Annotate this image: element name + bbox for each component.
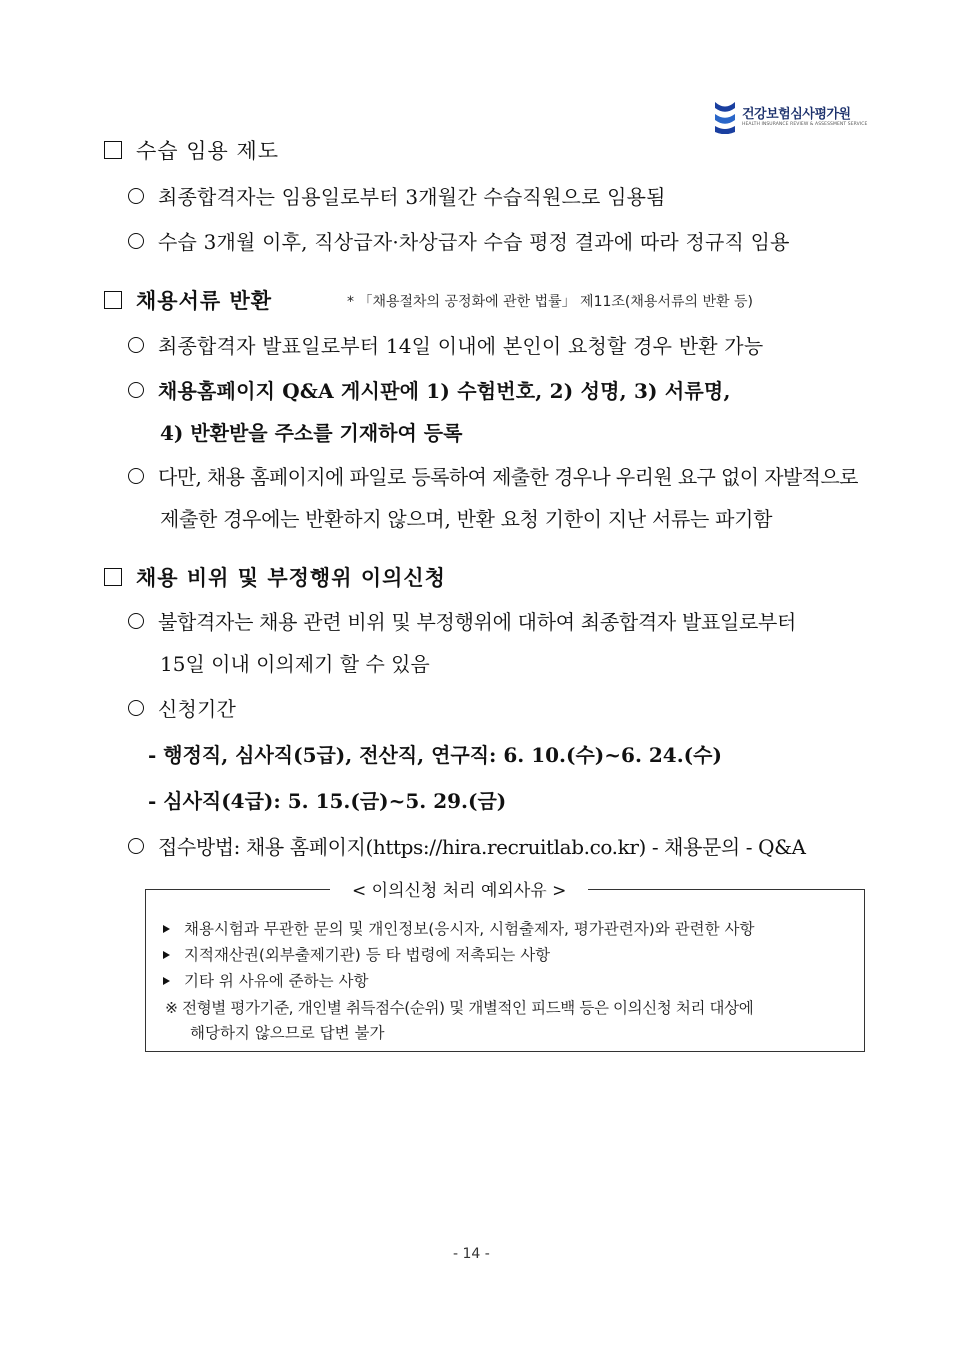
list-item-continuation: 4) 반환받을 주소를 기재하여 등록: [160, 421, 463, 445]
exception-note: ※ 전형별 평가기준, 개인별 취득점수(순위) 및 개별적인 피드백 등은 이의신청 처리 대상에: [165, 999, 754, 1017]
exception-note-continuation: 해당하지 않으므로 답변 불가: [190, 1024, 385, 1042]
square-bullet-icon: [104, 141, 122, 159]
circle-bullet-icon: [128, 337, 144, 353]
circle-bullet-icon: [128, 838, 144, 854]
circle-bullet-icon: [128, 382, 144, 398]
list-item: 수습 3개월 이후, 직상급자·차상급자 수습 평정 결과에 따라 정규직 임용: [128, 226, 790, 255]
exception-item: 지적재산권(외부출제기관) 등 타 법령에 저촉되는 사항: [163, 943, 550, 965]
logo-korean-name: 건강보험심사평가원: [742, 106, 851, 122]
circle-bullet-icon: [128, 700, 144, 716]
list-item-continuation: 15일 이내 이의제기 할 수 있음: [160, 652, 430, 676]
square-bullet-icon: [104, 291, 122, 309]
section-document-return-title: 채용서류 반환: [104, 285, 272, 315]
triangle-bullet-icon: [163, 925, 170, 933]
page-number: - 14 -: [453, 1246, 490, 1262]
list-item: 최종합격자 발표일로부터 14일 이내에 본인이 요청할 경우 반환 가능: [128, 330, 763, 359]
application-period-admin: - 행정직, 심사직(5급), 전산직, 연구직: 6. 10.(수)~6. 24.(수): [148, 743, 722, 767]
triangle-bullet-icon: [163, 951, 170, 959]
exception-box-title: < 이의신청 처리 예외사유 >: [330, 876, 588, 901]
list-item-continuation: 제출한 경우에는 반환하지 않으며, 반환 요청 기한이 지난 서류는 파기함: [160, 507, 773, 531]
hira-logo-icon: [712, 100, 738, 134]
list-item: 신청기간: [128, 693, 236, 722]
section-objection-title: 채용 비위 및 부정행위 이의신청: [104, 562, 446, 592]
triangle-bullet-icon: [163, 977, 170, 985]
circle-bullet-icon: [128, 188, 144, 204]
reference-mark-icon: ※: [165, 999, 178, 1017]
legal-reference-note: * 「채용절차의 공정화에 관한 법률」 제11조(채용서류의 반환 등): [347, 294, 753, 310]
list-item: 채용홈페이지 Q&A 게시판에 1) 수험번호, 2) 성명, 3) 서류명,: [128, 375, 731, 404]
logo-english-name: HEALTH INSURANCE REVIEW & ASSESSMENT SERVICE: [742, 121, 868, 127]
square-bullet-icon: [104, 568, 122, 586]
exception-item: 기타 위 사유에 준하는 사항: [163, 969, 368, 991]
section-probation-title: 수습 임용 제도: [104, 135, 279, 165]
exception-item: 채용시험과 무관한 문의 및 개인정보(응시자, 시험출제자, 평가관련자)와 관련한 사항: [163, 917, 754, 939]
list-item: 불합격자는 채용 관련 비위 및 부정행위에 대하여 최종합격자 발표일로부터: [128, 606, 796, 635]
list-item: 다만, 채용 홈페이지에 파일로 등록하여 제출한 경우나 우리원 요구 없이 자발적으로: [128, 461, 858, 490]
list-item: 접수방법: 채용 홈페이지(https://hira.recruitlab.co.kr) - 채용문의 - Q&A: [128, 831, 806, 860]
hira-logo: [712, 100, 867, 134]
circle-bullet-icon: [128, 468, 144, 484]
circle-bullet-icon: [128, 233, 144, 249]
application-period-review: - 심사직(4급): 5. 15.(금)~5. 29.(금): [148, 789, 507, 813]
circle-bullet-icon: [128, 613, 144, 629]
list-item: 최종합격자는 임용일로부터 3개월간 수습직원으로 임용됨: [128, 181, 666, 210]
